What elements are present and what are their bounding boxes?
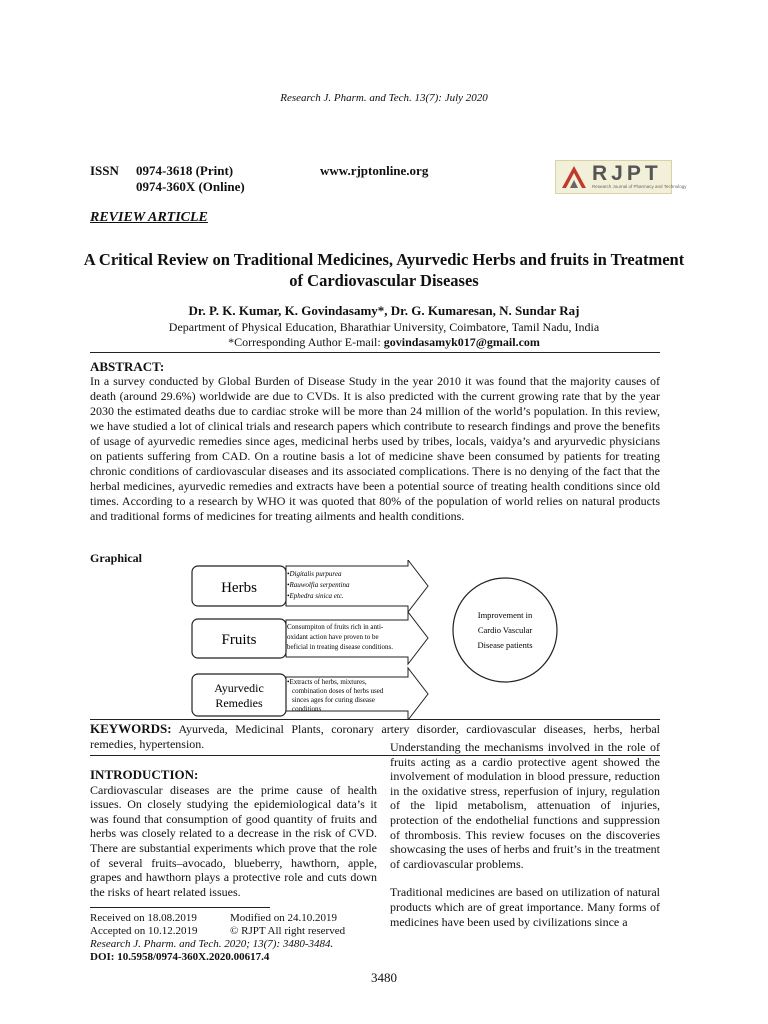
herbs-label: Herbs [221, 580, 257, 596]
intro-paragraph-3: Traditional medicines are based on utilization of natural products which are of great importance. Many forms of medicines have been used by civilizations since a [390, 885, 660, 929]
footnote [90, 912, 377, 964]
keywords-top-rule [90, 719, 660, 720]
herbs-item: •Ephedra sinica etc. [287, 592, 344, 600]
website-link[interactable]: www.rjptonline.org [320, 163, 429, 178]
fruits-item: beficial in treating disease conditions. [287, 643, 393, 651]
abstract-text: In a survey conducted by Global Burden of Disease Study in the year 2010 it was found that the majority causes of death (around 29.6%) worldwide are due to CVDs. It is also predicted with the current growing rate that by the year 2030 the estimated deaths due to cardiac stroke will be more than 24 million of the world’s population. In this review, we have studied a lot of clinical trials and research papers which contribute to research findings and prove the benefits of usage of ayurvedic remedies since ages, medicinal herbs used by tribes, locals, vaidya’s and aryurvedic physicians on patients suffering from CAD. On a routine basis a lot of medicine shave been consumed by patients for treating chronic conditions of cardiovascular diseases and its associated complications. There is no denying of the fact that the herbal medicines, ayurvedic remedies and extracts have been a potential source of treating health conditions since old times. According to a research by WHO it was quoted that 80% of the population of world relies on natural products and traditional forms of medicines for treating ailments and health conditions. [90, 374, 660, 523]
issn-online: 0974-360X (Online) [136, 179, 245, 194]
modified-date: Modified on 24.10.2019 [230, 912, 337, 924]
right-column [390, 740, 660, 929]
logo-triangle-icon [560, 164, 590, 190]
footnote-accepted-row [90, 925, 377, 938]
logo-subtitle: Research Journal of Pharmacy and Technology [592, 184, 687, 189]
paper-title: A Critical Review on Traditional Medicines, Ayurvedic Herbs and fruits in Treatment of Cardiovascular Diseases [83, 250, 685, 290]
herbs-item: •Digitalis purpurea [287, 570, 342, 578]
logo-text: RJPT [592, 162, 662, 185]
abstract-heading: ABSTRACT: [90, 359, 165, 374]
corresponding-author [0, 335, 768, 350]
journal-header: Research J. Pharm. and Tech. 13(7): July 2020 [280, 92, 488, 104]
rjpt-logo [555, 160, 687, 194]
issn-numbers [136, 163, 245, 195]
ayurvedic-item: conditions [292, 705, 322, 713]
ayurvedic-item: sinces ages for curing disease [292, 696, 375, 704]
ayurvedic-item: combination doses of herbs used [292, 687, 384, 695]
ayurvedic-item: •Extracts of herbs, mixtures, [287, 678, 367, 686]
authors: Dr. P. K. Kumar, K. Govindasamy*, Dr. G. Kumaresan, N. Sundar Raj [188, 303, 580, 318]
issn-print: 0974-3618 (Print) [136, 163, 234, 178]
introduction-heading: INTRODUCTION: [90, 767, 199, 782]
result-label: Disease patients [477, 640, 533, 650]
issn-label: ISSN [90, 163, 119, 178]
footnote-dates-row [90, 912, 377, 925]
received-date: Received on 18.08.2019 [90, 912, 197, 924]
keywords-label: KEYWORDS: [90, 721, 172, 736]
affiliation-block [0, 320, 768, 350]
ayurvedic-label: Remedies [215, 696, 263, 710]
intro-paragraph-2: Understanding the mechanisms involved in the role of fruits acting as a cardio protective agent showed the involvement of modulation in blood pressure, reduction in the oxidative stress, reperfusion of injury, regulation of the lipid metabolism, attenuation of injuries, protection of the endothelial functions and suppression of thrombosis. This review focuses on the discoveries showcasing the uses of herbs and fruit’s in the treatment of cardiovascular problems. [390, 740, 660, 871]
accepted-date: Accepted on 10.12.2019 [90, 925, 198, 937]
fruits-item: oxidant action have proven to be [287, 633, 379, 641]
graphical-abstract-figure [188, 560, 588, 720]
affiliation: Department of Physical Education, Bharathiar University, Coimbatore, Tamil Nadu, India [168, 320, 600, 334]
fruits-item: Consumpiton of fruits rich in anti- [287, 623, 384, 631]
ayurvedic-label: Ayurvedic [214, 681, 264, 695]
keywords-text: Ayurveda, Medicinal Plants, coronary artery disorder, cardiovascular diseases, herbs, herbal remedies, hypertension. [90, 722, 660, 751]
intro-paragraph-1: Cardiovascular diseases are the prime cause of health issues. On closely studying the epidemiological data’s it was found that consumption of good quantity of fruits and herbs was closely related to a decrease in the risk of CVD. There are substantial experiments which prove that the role of several fruits–avocado, blueberry, hawthorn, apple, grapes and hawthorn plays a protective role and cuts down the risks of heart related issues. [90, 782, 377, 899]
corresponding-label: *Corresponding Author E-mail: [228, 335, 384, 349]
article-type: REVIEW ARTICLE [90, 210, 208, 225]
left-column [90, 768, 377, 899]
corresponding-email[interactable]: govindasamyk017@gmail.com [383, 335, 540, 349]
footnote-rule [90, 907, 270, 908]
fruits-label: Fruits [221, 632, 257, 648]
result-label: Improvement in [477, 610, 533, 620]
abstract-top-rule [90, 352, 660, 353]
doi[interactable]: DOI: 10.5958/0974-360X.2020.00617.4 [90, 951, 270, 963]
result-label: Cardio Vascular [477, 625, 533, 635]
citation: Research J. Pharm. and Tech. 2020; 13(7): 3480-3484. [90, 938, 334, 950]
herbs-item: •Rauwolfia serpentina [287, 581, 350, 589]
rights-notice: © RJPT All right reserved [230, 925, 346, 937]
graphical-heading: Graphical [90, 551, 143, 565]
page-number: 3480 [371, 970, 397, 985]
